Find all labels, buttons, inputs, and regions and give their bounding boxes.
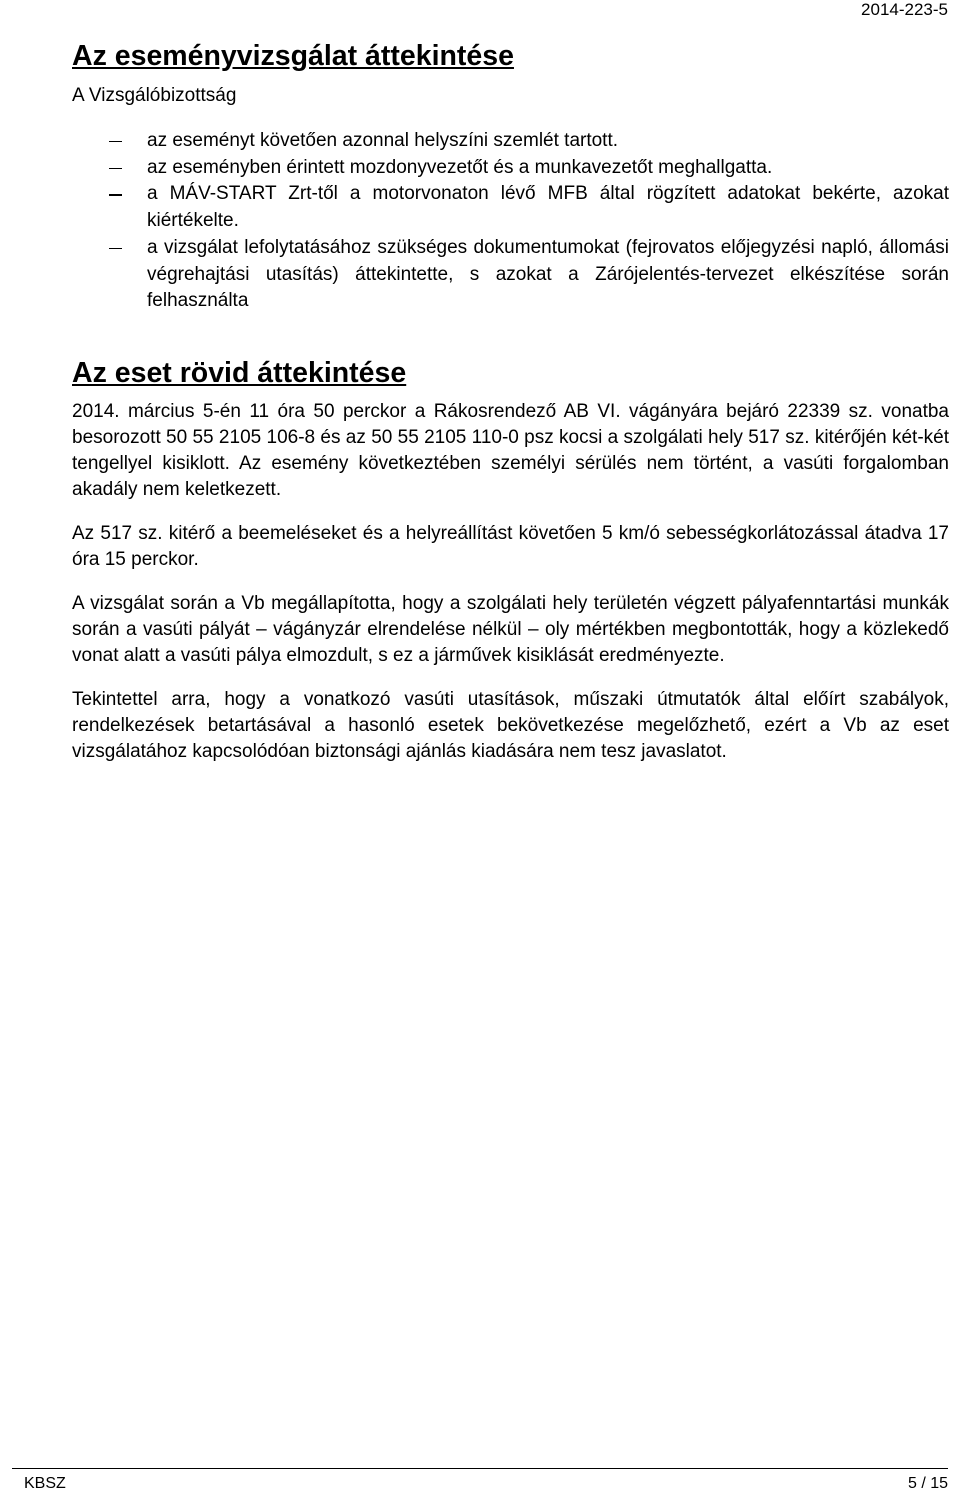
page-content bbox=[72, 42, 949, 765]
section-heading-summary: Az eset rövid áttekintése bbox=[72, 356, 407, 389]
list-item: az eseményt követően azonnal helyszíni szemlét tartott. bbox=[147, 128, 949, 155]
section-subheading: A Vizsgálóbizottság bbox=[72, 85, 237, 106]
actions-list bbox=[72, 128, 949, 315]
list-item: a MÁV-START Zrt-től a motorvonaton lévő MFB által rögzített adatokat bekérte, azokat kiértékelte. bbox=[147, 181, 949, 234]
page-number: 5 / 15 bbox=[907, 1475, 948, 1492]
summary-paragraph: 2014. március 5-én 11 óra 50 perckor a Rákosrendező AB VI. vágányára bejáró 22339 sz. vonatba besorozott 50 55 2105 106-8 és az 50 55 2105 110-0 psz kocsi a szolgálati hely 517 sz. kitérőjén két-két tengellyel kisiklott. Az esemény következtében személyi sérülés nem történt, a vasúti forgalomban akadály nem keletkezett. bbox=[72, 400, 949, 500]
section-heading-overview: Az eseményvizsgálat áttekintése bbox=[72, 40, 514, 72]
document-id: 2014-223-5 bbox=[861, 0, 948, 19]
dash-bullet-icon bbox=[109, 168, 122, 169]
footer-divider bbox=[12, 1468, 948, 1469]
dash-bullet-icon bbox=[109, 248, 122, 249]
list-item: az eseményben érintett mozdonyvezetőt és a munkavezetőt meghallgatta. bbox=[147, 155, 949, 182]
dash-bullet-icon bbox=[109, 141, 122, 142]
summary-paragraph: Az 517 sz. kitérő a beemeléseket és a helyreállítást követően 5 km/ó sebességkorlátozással átadva 17 óra 15 perckor. bbox=[72, 522, 949, 570]
summary-paragraph: A vizsgálat során a Vb megállapította, hogy a szolgálati hely területén végzett pályafenntartási munkák során a vasúti pályát – vágányzár elrendelése nélkül – oly mértékben megbontották, hogy a közlekedő vonat alatt a vasúti pálya elmozdult, s ez a járművek kisiklását eredményezte. bbox=[72, 592, 949, 666]
summary-paragraph: Tekintettel arra, hogy a vonatkozó vasúti utasítások, műszaki útmutatók által előírt szabályok, rendelkezések betartásával a hasonló esetek bekövetkezése megelőzhető, ezért a Vb az eset vizsgálatához kapcsolódóan biztonsági ajánlás kiadására nem tesz javaslatot. bbox=[72, 688, 949, 762]
list-item: a vizsgálat lefolytatásához szükséges dokumentumokat (fejrovatos előjegyzési napló, állomási végrehajtási utasítás) áttekintette, s azokat a Zárójelentés-tervezet elkészítése során felhasználta bbox=[147, 235, 949, 315]
dash-bullet-icon bbox=[109, 194, 122, 195]
case-summary-section bbox=[72, 356, 949, 765]
footer-organization: KBSZ bbox=[24, 1475, 66, 1492]
